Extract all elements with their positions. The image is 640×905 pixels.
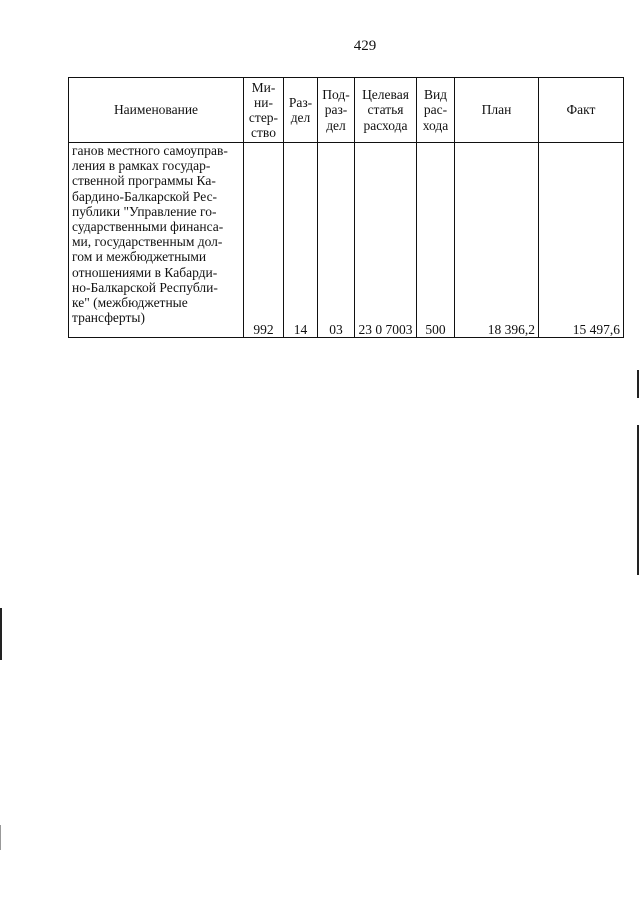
- name-line: но-Балкарской Республи-: [72, 279, 218, 295]
- name-line: ганов местного самоуправ-: [72, 143, 228, 158]
- header-expense-type: Вид рас- хода: [417, 78, 455, 143]
- cell-target-article: 23 0 7003: [355, 143, 417, 338]
- header-subsection: Под- раз- дел: [318, 78, 355, 143]
- name-line: ственной программы Ка-: [72, 173, 216, 189]
- name-line: гом и межбюджетными: [72, 249, 207, 265]
- header-name: Наименование: [69, 78, 244, 143]
- name-line: публики "Управление го-: [72, 203, 217, 219]
- page-number: 429: [353, 38, 377, 54]
- name-line: ления в рамках государ-: [72, 158, 211, 174]
- cell-ministry: 992: [244, 143, 284, 338]
- name-line: ке" (межбюджетные: [72, 295, 188, 311]
- cell-expense-type: 500: [417, 143, 455, 338]
- cell-plan: 18 396,2: [455, 143, 539, 338]
- name-line: ми, государственным дол-: [72, 234, 223, 250]
- header-section: Раз- дел: [284, 78, 318, 143]
- name-line: трансферты): [72, 310, 145, 326]
- header-ministry: Ми- ни- стер- ство: [244, 78, 284, 143]
- header-target-article: Целевая статья расхода: [355, 78, 417, 143]
- cell-subsection: 03: [318, 143, 355, 338]
- name-line: бардино-Балкарской Рес-: [72, 188, 218, 204]
- scan-edge-mark: [637, 425, 639, 575]
- scan-edge-mark: [0, 825, 1, 850]
- header-fact: Факт: [539, 78, 624, 143]
- table-row: [69, 143, 624, 338]
- name-line: сударственными финанса-: [72, 219, 224, 235]
- scan-edge-mark: [637, 370, 639, 398]
- cell-fact: 15 497,6: [539, 143, 624, 338]
- name-line: отношениями в Кабарди-: [72, 264, 218, 280]
- table-header-row: [69, 78, 624, 143]
- scan-edge-mark: [0, 608, 2, 660]
- budget-table: [68, 77, 624, 338]
- cell-section: 14: [284, 143, 318, 338]
- header-plan: План: [455, 78, 539, 143]
- cell-name: [69, 143, 244, 338]
